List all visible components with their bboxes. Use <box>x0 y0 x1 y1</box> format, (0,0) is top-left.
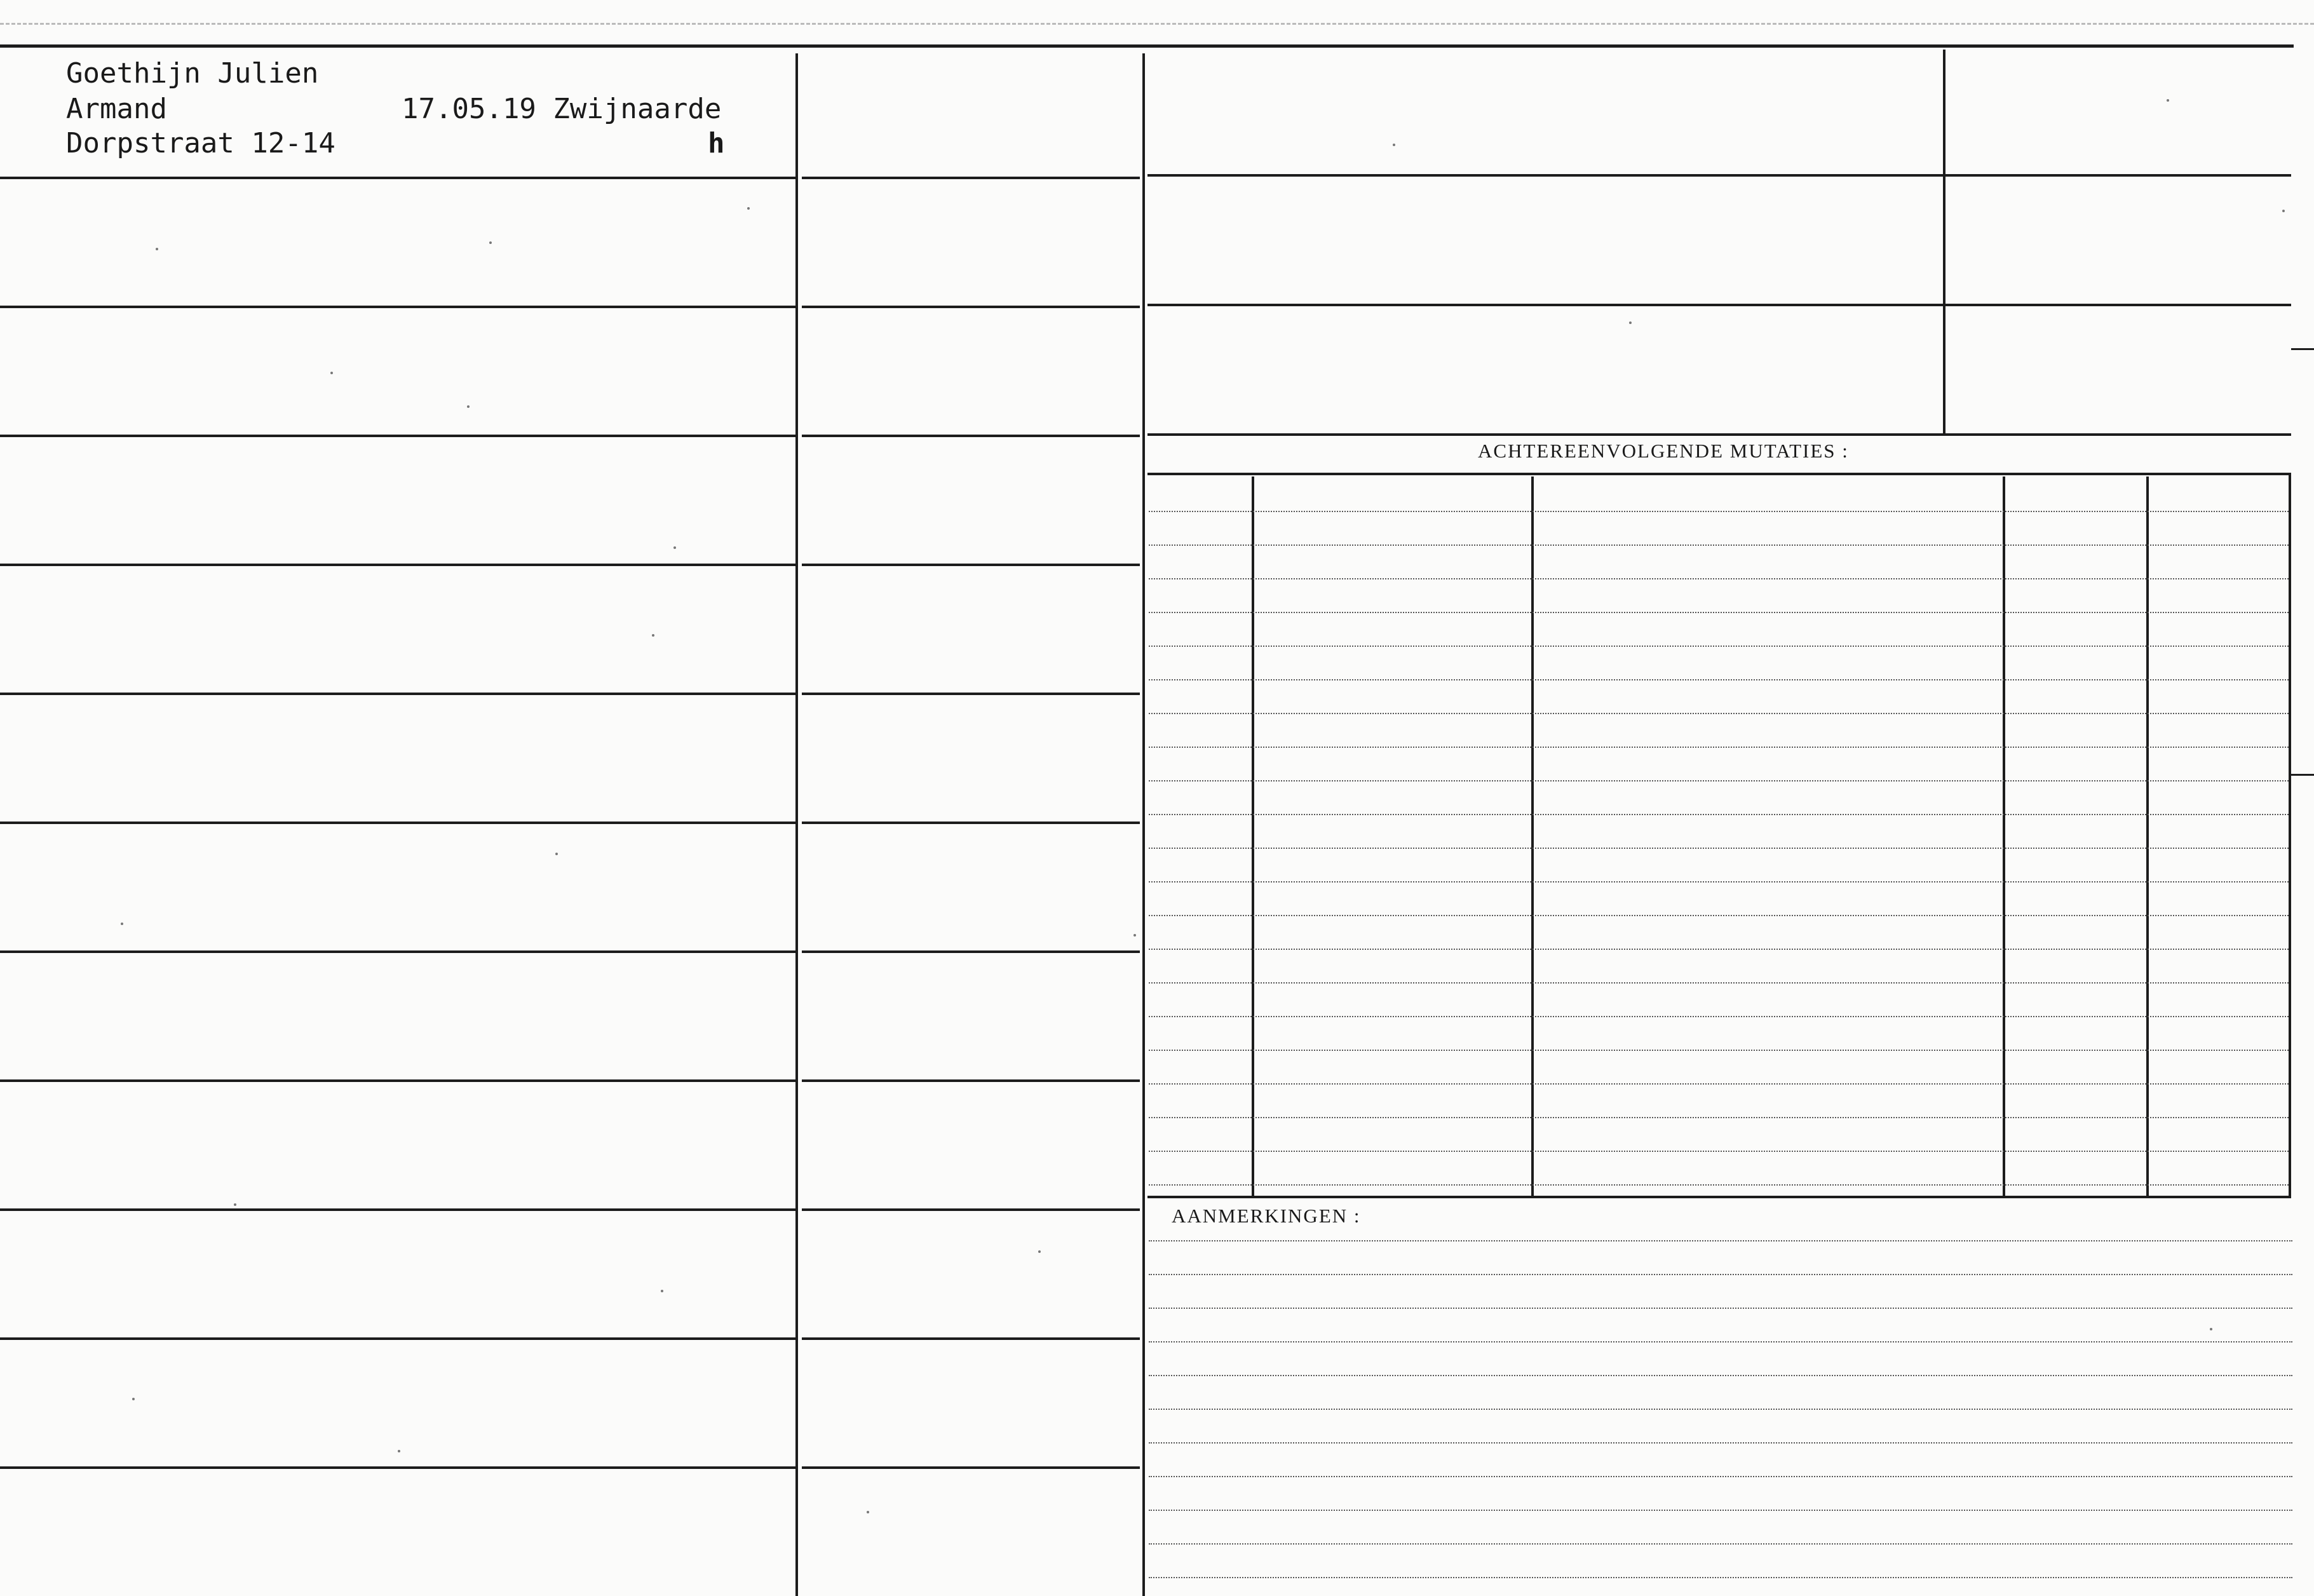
speck <box>132 1398 135 1400</box>
dotted-rule <box>1149 578 2289 579</box>
dotted-rule <box>1149 713 2289 714</box>
dotted-rule <box>1149 747 2289 748</box>
speck <box>661 1290 663 1292</box>
mutations-right-border <box>2289 473 2291 1198</box>
dotted-rule <box>1149 1442 2292 1444</box>
middle-row-rule <box>802 435 1140 437</box>
edge-tick <box>2291 774 2314 776</box>
speck <box>747 207 750 210</box>
dotted-rule <box>1149 544 2289 546</box>
left-row-rule <box>0 564 795 566</box>
speck <box>156 248 158 250</box>
dotted-rule <box>1149 1151 2289 1152</box>
left-row-rule <box>0 306 795 308</box>
speck <box>2210 1328 2212 1330</box>
top-rule <box>0 44 2294 48</box>
speck <box>1038 1250 1041 1253</box>
dotted-rule <box>1149 1016 2289 1017</box>
speck <box>1629 321 1632 324</box>
dotted-rule <box>1149 1050 2289 1051</box>
speck <box>673 546 676 549</box>
edge-tick <box>2291 348 2314 350</box>
column-divider-2 <box>1142 53 1145 1596</box>
column-divider-1 <box>795 53 798 1596</box>
dotted-rule <box>1149 1375 2292 1376</box>
middle-row-rule <box>802 1337 1140 1340</box>
mutations-col-divider <box>2003 477 2005 1196</box>
left-row-rule <box>0 177 795 179</box>
dotted-rule <box>1149 949 2289 950</box>
dotted-rule <box>1149 1341 2292 1342</box>
mutations-top-rule <box>1147 473 2291 475</box>
dotted-rule <box>1149 982 2289 984</box>
dotted-rule <box>1149 1308 2292 1309</box>
dotted-rule <box>1149 848 2289 849</box>
dotted-rule <box>1149 814 2289 815</box>
left-row-rule <box>0 822 795 824</box>
dotted-rule <box>1149 646 2289 647</box>
dotted-rule <box>1149 612 2289 613</box>
dotted-rule <box>1149 1577 2292 1578</box>
middle-row-rule <box>802 1208 1140 1211</box>
middle-row-rule <box>802 177 1140 179</box>
dotted-rule <box>1149 780 2289 781</box>
speck <box>398 1450 400 1452</box>
mutations-col-divider <box>1531 477 1534 1196</box>
speck <box>652 634 654 637</box>
top-edge-noise <box>0 23 2314 29</box>
right-row-rule <box>1147 174 2291 177</box>
dotted-rule <box>1149 1510 2292 1511</box>
speck <box>867 1511 869 1513</box>
surname-firstname: Goethijn Julien <box>66 57 319 90</box>
middle-row-rule <box>802 950 1140 953</box>
middle-row-rule <box>802 564 1140 566</box>
speck <box>121 923 123 925</box>
speck <box>489 241 492 244</box>
dotted-rule <box>1149 881 2289 883</box>
left-row-rule <box>0 950 795 953</box>
middle-row-rule <box>802 693 1140 695</box>
left-row-rule <box>0 1466 795 1469</box>
middle-row-rule <box>802 306 1140 308</box>
mutations-bottom-rule <box>1147 1196 2291 1198</box>
mutations-title: ACHTEREENVOLGENDE MUTATIES : <box>1478 440 1849 462</box>
speck <box>1133 934 1136 937</box>
second-name: Armand <box>66 93 167 125</box>
dotted-rule <box>1149 1274 2292 1275</box>
speck <box>2167 99 2169 102</box>
dotted-rule <box>1149 511 2289 512</box>
dotted-rule <box>1149 1117 2289 1118</box>
right-row-rule <box>1147 433 2291 436</box>
dotted-rule <box>1149 1476 2292 1477</box>
remarks-title: AANMERKINGEN : <box>1172 1205 1361 1227</box>
mutations-col-divider <box>1252 477 1254 1196</box>
dotted-rule <box>1149 915 2289 916</box>
speck <box>467 405 470 408</box>
speck <box>330 372 333 374</box>
left-row-rule <box>0 693 795 695</box>
speck <box>555 853 558 855</box>
right-row-rule <box>1147 304 2291 306</box>
dotted-rule <box>1149 1240 2292 1241</box>
gender-mark: h <box>708 127 725 159</box>
left-row-rule <box>0 435 795 437</box>
address: Dorpstraat 12-14 <box>66 127 335 159</box>
dotted-rule <box>1149 1083 2289 1085</box>
left-row-rule <box>0 1337 795 1340</box>
dotted-rule <box>1149 1409 2292 1410</box>
speck <box>1393 144 1395 146</box>
speck <box>234 1203 236 1206</box>
left-row-rule <box>0 1079 795 1082</box>
middle-row-rule <box>802 1079 1140 1082</box>
dotted-rule <box>1149 679 2289 680</box>
speck <box>2282 210 2285 212</box>
mutations-col-divider <box>2146 477 2149 1196</box>
dotted-rule <box>1149 1543 2292 1545</box>
middle-row-rule <box>802 822 1140 824</box>
left-row-rule <box>0 1208 795 1211</box>
middle-row-rule <box>802 1466 1140 1469</box>
birth-date-place: 17.05.19 Zwijnaarde <box>402 93 722 125</box>
right-upper-divider <box>1943 50 1945 433</box>
dotted-rule <box>1149 1184 2289 1186</box>
